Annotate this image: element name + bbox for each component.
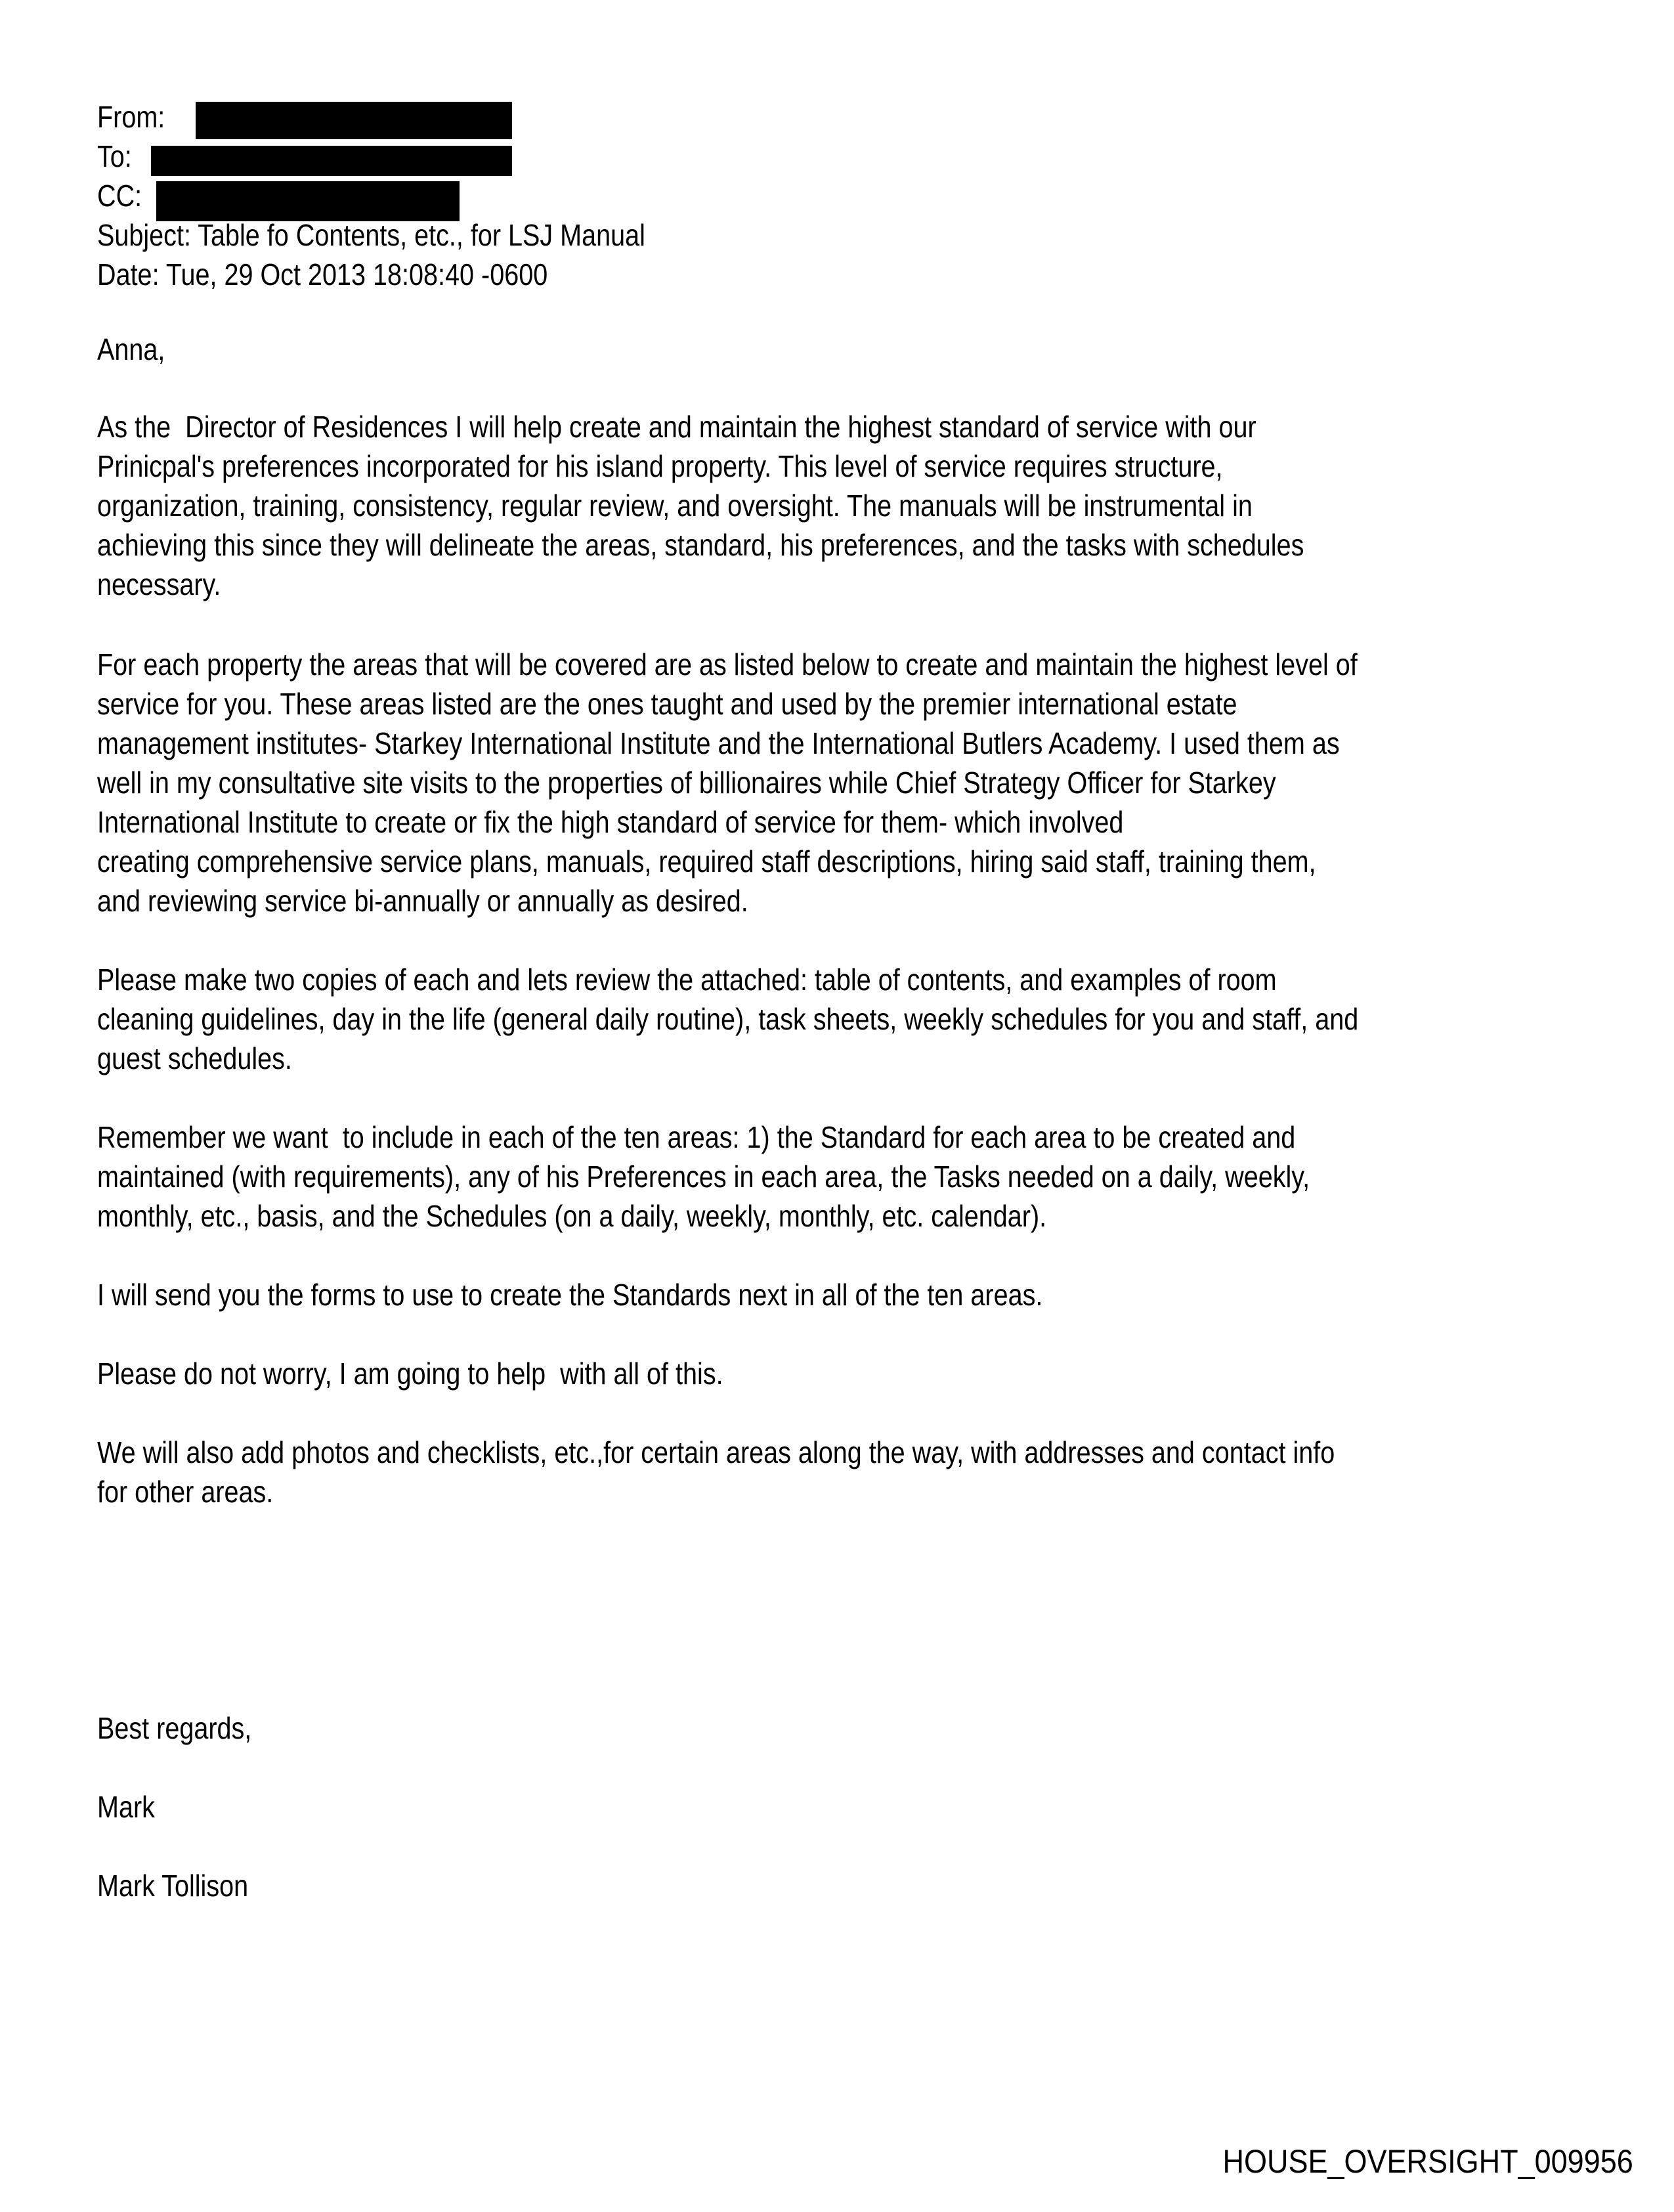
paragraph-line: maintained (with requirements), any of his Preferences in each area, the Tasks needed on a daily, weekly, [97, 1160, 1310, 1194]
cc-label: CC: [97, 179, 142, 213]
paragraph-line: and reviewing service bi-annually or annually as desired. [97, 884, 748, 918]
paragraph-line: Remember we want to include in each of the ten areas: 1) the Standard for each area to be created and [97, 1120, 1296, 1154]
paragraph-line: achieving this since they will delineate the areas, standard, his preferences, and the tasks with schedules [97, 528, 1304, 562]
paragraph-line: As the Director of Residences I will help create and maintain the highest standard of service with our [97, 410, 1256, 444]
paragraph-line: creating comprehensive service plans, manuals, required staff descriptions, hiring said staff, training them, [97, 844, 1316, 878]
date-line: Date: Tue, 29 Oct 2013 18:08:40 -0600 [97, 257, 548, 292]
paragraph-line: for other areas. [97, 1475, 274, 1509]
paragraph-line: Prinicpal's preferences incorporated for his island property. This level of service requires structure, [97, 449, 1223, 483]
bates-number: HOUSE_OVERSIGHT_009956 [1222, 2143, 1633, 2180]
paragraph-line: International Institute to create or fix the high standard of service for them- which involved [97, 805, 1124, 839]
to-label: To: [97, 139, 132, 173]
signature-first-name: Mark [97, 1790, 155, 1824]
from-label: From: [97, 100, 165, 134]
paragraph-line: For each property the areas that will be covered are as listed below to create and maintain the highest level of [97, 647, 1358, 682]
from-redaction [196, 102, 512, 139]
paragraph-line: necessary. [97, 567, 221, 601]
sign-off: Best regards, [97, 1711, 252, 1745]
paragraph-line: Please make two copies of each and lets review the attached: table of contents, and examples of room [97, 963, 1277, 997]
paragraph-line: management institutes- Starkey International Institute and the International Butlers Academy. I used them as [97, 726, 1340, 760]
to-redaction [151, 146, 512, 176]
greeting: Anna, [97, 332, 165, 366]
paragraph-line: guest schedules. [97, 1041, 292, 1075]
signature-full-name: Mark Tollison [97, 1869, 249, 1903]
paragraph-line: Please do not worry, I am going to help with all of this. [97, 1356, 723, 1391]
paragraph-line: cleaning guidelines, day in the life (general daily routine), task sheets, weekly schedules for you and staff, and [97, 1002, 1359, 1036]
paragraph-line: organization, training, consistency, regular review, and oversight. The manuals will be instrumental in [97, 488, 1253, 523]
paragraph-line: I will send you the forms to use to create the Standards next in all of the ten areas. [97, 1278, 1043, 1312]
paragraph-line: monthly, etc., basis, and the Schedules (on a daily, weekly, monthly, etc. calendar). [97, 1199, 1047, 1233]
paragraph-line: service for you. These areas listed are the ones taught and used by the premier international estate [97, 687, 1237, 721]
paragraph-line: well in my consultative site visits to the properties of billionaires while Chief Strategy Officer for Starkey [97, 766, 1276, 800]
subject-line: Subject: Table fo Contents, etc., for LSJ Manual [97, 218, 645, 252]
paragraph-line: We will also add photos and checklists, etc.,for certain areas along the way, with addresses and contact info [97, 1435, 1335, 1469]
